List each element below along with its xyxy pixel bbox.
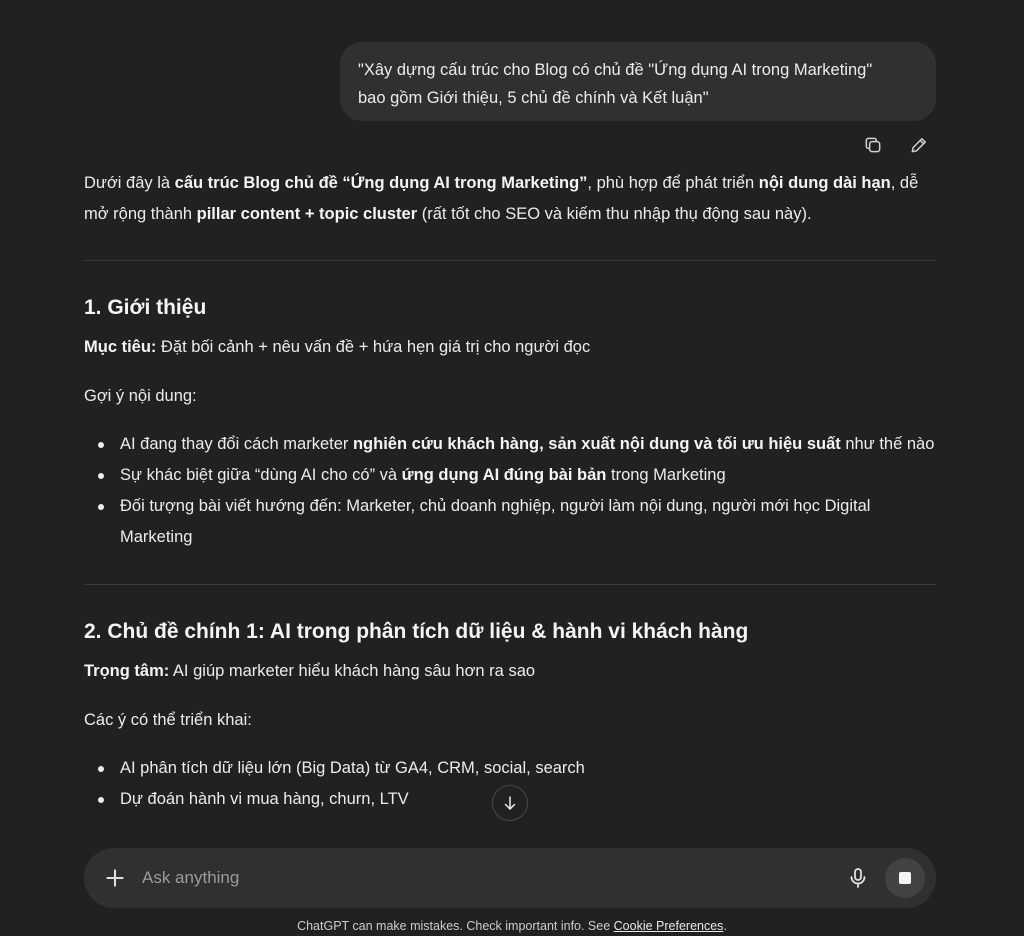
scroll-to-bottom-button[interactable] [492, 785, 528, 821]
list-item [84, 429, 936, 460]
section-1-suggest: Gợi ý nội dung: [84, 387, 197, 405]
answer-intro [84, 168, 936, 230]
intro-text-4: (rất tốt cho SEO và kiếm thu nhập thụ động sau này). [417, 205, 812, 223]
section-divider [84, 260, 936, 261]
goal-label: Mục tiêu: [84, 338, 157, 356]
list-item: Đối tượng bài viết hướng đến: Marketer, chủ doanh nghiệp, người làm nội dung, người mới học Digital Marketing [84, 491, 936, 553]
intro-bold-2: nội dung dài hạn [758, 174, 891, 192]
intro-text-2: , phù hợp để phát triển [587, 174, 759, 192]
add-attachment-button[interactable] [102, 865, 128, 891]
edit-message-button[interactable] [906, 132, 932, 158]
focus-text: AI giúp marketer hiểu khách hàng sâu hơn ra sao [169, 662, 536, 680]
bullet-bold: ứng dụng AI đúng bài bản [401, 466, 607, 484]
bullet-text: AI đang thay đổi cách marketer [120, 435, 353, 453]
cookie-preferences-link[interactable]: Cookie Preferences [613, 919, 724, 933]
section-1-goal [84, 332, 936, 363]
stop-generating-button[interactable] [885, 858, 925, 898]
list-item: Dự đoán hành vi mua hàng, churn, LTV [84, 784, 936, 815]
section-divider [84, 584, 936, 585]
user-message-line-2: bao gồm Giới thiệu, 5 chủ đề chính và Kết luận" [358, 89, 709, 107]
microphone-icon [846, 866, 870, 890]
list-item [84, 460, 936, 491]
copy-icon [863, 135, 883, 155]
list-item: AI phân tích dữ liệu lớn (Big Data) từ GA4, CRM, social, search [84, 753, 936, 784]
message-actions [860, 132, 932, 158]
bullet-text: Sự khác biệt giữa “dùng AI cho có” và [120, 466, 402, 484]
section-1-heading: 1. Giới thiệu [84, 296, 207, 319]
composer [84, 848, 936, 908]
section-2-heading: 2. Chủ đề chính 1: AI trong phân tích dữ liệu & hành vi khách hàng [84, 620, 749, 643]
intro-text-3: , dễ mở rộng thành [84, 174, 919, 223]
focus-label: Trọng tâm: [84, 662, 170, 680]
user-message-bubble [340, 42, 936, 121]
arrow-down-icon [501, 794, 519, 812]
plus-icon [102, 865, 128, 891]
stop-icon [899, 872, 911, 884]
pencil-icon [909, 135, 929, 155]
disclaimer-footer [0, 917, 1024, 935]
bullet-text: như thế nào [840, 435, 935, 453]
prompt-input[interactable] [142, 862, 822, 894]
assistant-answer [84, 168, 936, 815]
intro-bold-3: pillar content + topic cluster [196, 205, 418, 223]
intro-bold-1: cấu trúc Blog chủ đề “Ứng dụng AI trong Marketing” [174, 174, 588, 192]
goal-text: Đặt bối cảnh + nêu vấn đề + hứa hẹn giá trị cho người đọc [156, 338, 591, 356]
intro-text-1: Dưới đây là [84, 174, 175, 192]
copy-button[interactable] [860, 132, 886, 158]
disclaimer-end: . [723, 919, 727, 933]
section-1-list [84, 429, 936, 553]
bullet-bold: nghiên cứu khách hàng, sản xuất nội dung và tối ưu hiệu suất [352, 435, 841, 453]
user-message-line-1: "Xây dựng cấu trúc cho Blog có chủ đề "Ứng dụng AI trong Marketing" [358, 61, 873, 79]
bullet-text: trong Marketing [606, 466, 726, 484]
section-2-focus [84, 656, 936, 687]
section-2-ideas: Các ý có thể triển khai: [84, 711, 252, 729]
dictate-button[interactable] [846, 866, 870, 890]
disclaimer-text: ChatGPT can make mistakes. Check important info. See [297, 919, 614, 933]
